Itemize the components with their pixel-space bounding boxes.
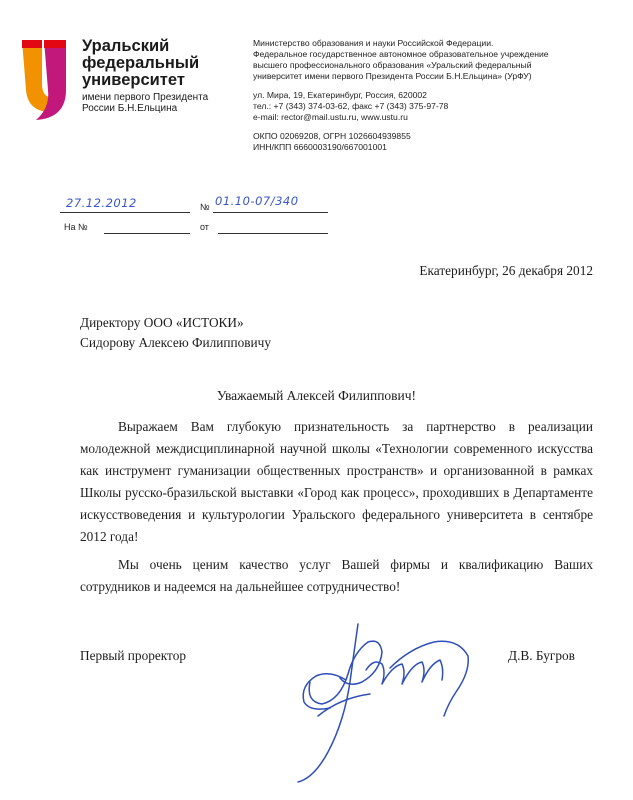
body-line: Выражаем Вам глубокую признательность за партнерство в реализации xyxy=(118,419,593,434)
email-line: e-mail: rector@mail.ustu.ru, www.ustu.ru xyxy=(253,112,408,122)
salutation: Уважаемый Алексей Филиппович! xyxy=(216,388,417,403)
brand-subtitle-line: России Б.Н.Ельцина xyxy=(82,103,178,114)
body-line: 2012 года! xyxy=(80,529,139,544)
signer-name: Д.В. Бугров xyxy=(508,648,575,663)
number-underline xyxy=(213,212,328,213)
incoming-date-underline xyxy=(218,233,328,234)
date-underline xyxy=(60,212,190,213)
body-line: как инструмент гуманизации общественных пространств» и организованной в рамках xyxy=(80,463,593,478)
addressee-line: Директору ООО «ИСТОКИ» xyxy=(80,315,244,330)
addressee-line: Сидорову Алексею Филипповичу xyxy=(80,335,271,350)
ministry-line: Министерство образования и науки Российской Федерации. xyxy=(253,38,494,48)
place-date: Екатеринбург, 26 декабря 2012 xyxy=(419,263,593,278)
addressee-block xyxy=(80,313,271,353)
number-label: № xyxy=(200,202,210,212)
urfu-logo-mark xyxy=(18,38,70,122)
org-line: Федеральное государственное автономное образовательное учреждение xyxy=(253,49,549,59)
phone-line: тел.: +7 (343) 374-03-62, факс +7 (343) 375-97-78 xyxy=(253,101,449,111)
org-line: университет имени первого Президента России Б.Н.Ельцина» (УрФУ) xyxy=(253,71,532,81)
signer-position: Первый проректор xyxy=(80,648,186,663)
letter-body xyxy=(80,416,593,598)
letterhead-info xyxy=(253,38,593,153)
brand-subtitle-line: имени первого Президента xyxy=(82,92,209,103)
body-line: молодежной междисциплинарной научной школы «Технологии современного искусства xyxy=(80,441,593,456)
outgoing-number: 01.10-07/340 xyxy=(215,194,299,208)
okpo-line: ОКПО 02069208, ОГРН 1026604939855 xyxy=(253,131,411,141)
body-line: сотрудников и надеемся на дальнейшее сотрудничество! xyxy=(80,579,401,594)
incoming-date-label: от xyxy=(200,222,209,232)
handwritten-signature xyxy=(270,612,480,792)
university-brand xyxy=(82,38,208,114)
incoming-number-underline xyxy=(104,233,190,234)
inn-line: ИНН/КПП 6660003190/667001001 xyxy=(253,142,387,152)
address-line: ул. Мира, 19, Екатеринбург, Россия, 620002 xyxy=(253,90,427,100)
body-line: Школы русско-бразильской выставки «Город как процесс», проходивших в Департаменте xyxy=(80,485,593,500)
body-line: Мы очень ценим качество услуг Вашей фирмы и квалификацию Ваших xyxy=(118,557,593,572)
paragraph xyxy=(80,554,593,598)
incoming-number-label: На № xyxy=(64,222,88,232)
registration-block xyxy=(60,196,350,236)
paragraph xyxy=(80,416,593,548)
org-line: высшего профессионального образования «Уральский федеральный xyxy=(253,60,532,70)
outgoing-date: 27.12.2012 xyxy=(66,196,137,210)
brand-name-line: федеральный xyxy=(82,54,200,72)
brand-name-line: Уральский xyxy=(82,37,170,55)
brand-name-line: университет xyxy=(82,71,185,89)
body-line: искусствоведения и культурологии Уральского федерального университета в сентябре xyxy=(80,507,593,522)
